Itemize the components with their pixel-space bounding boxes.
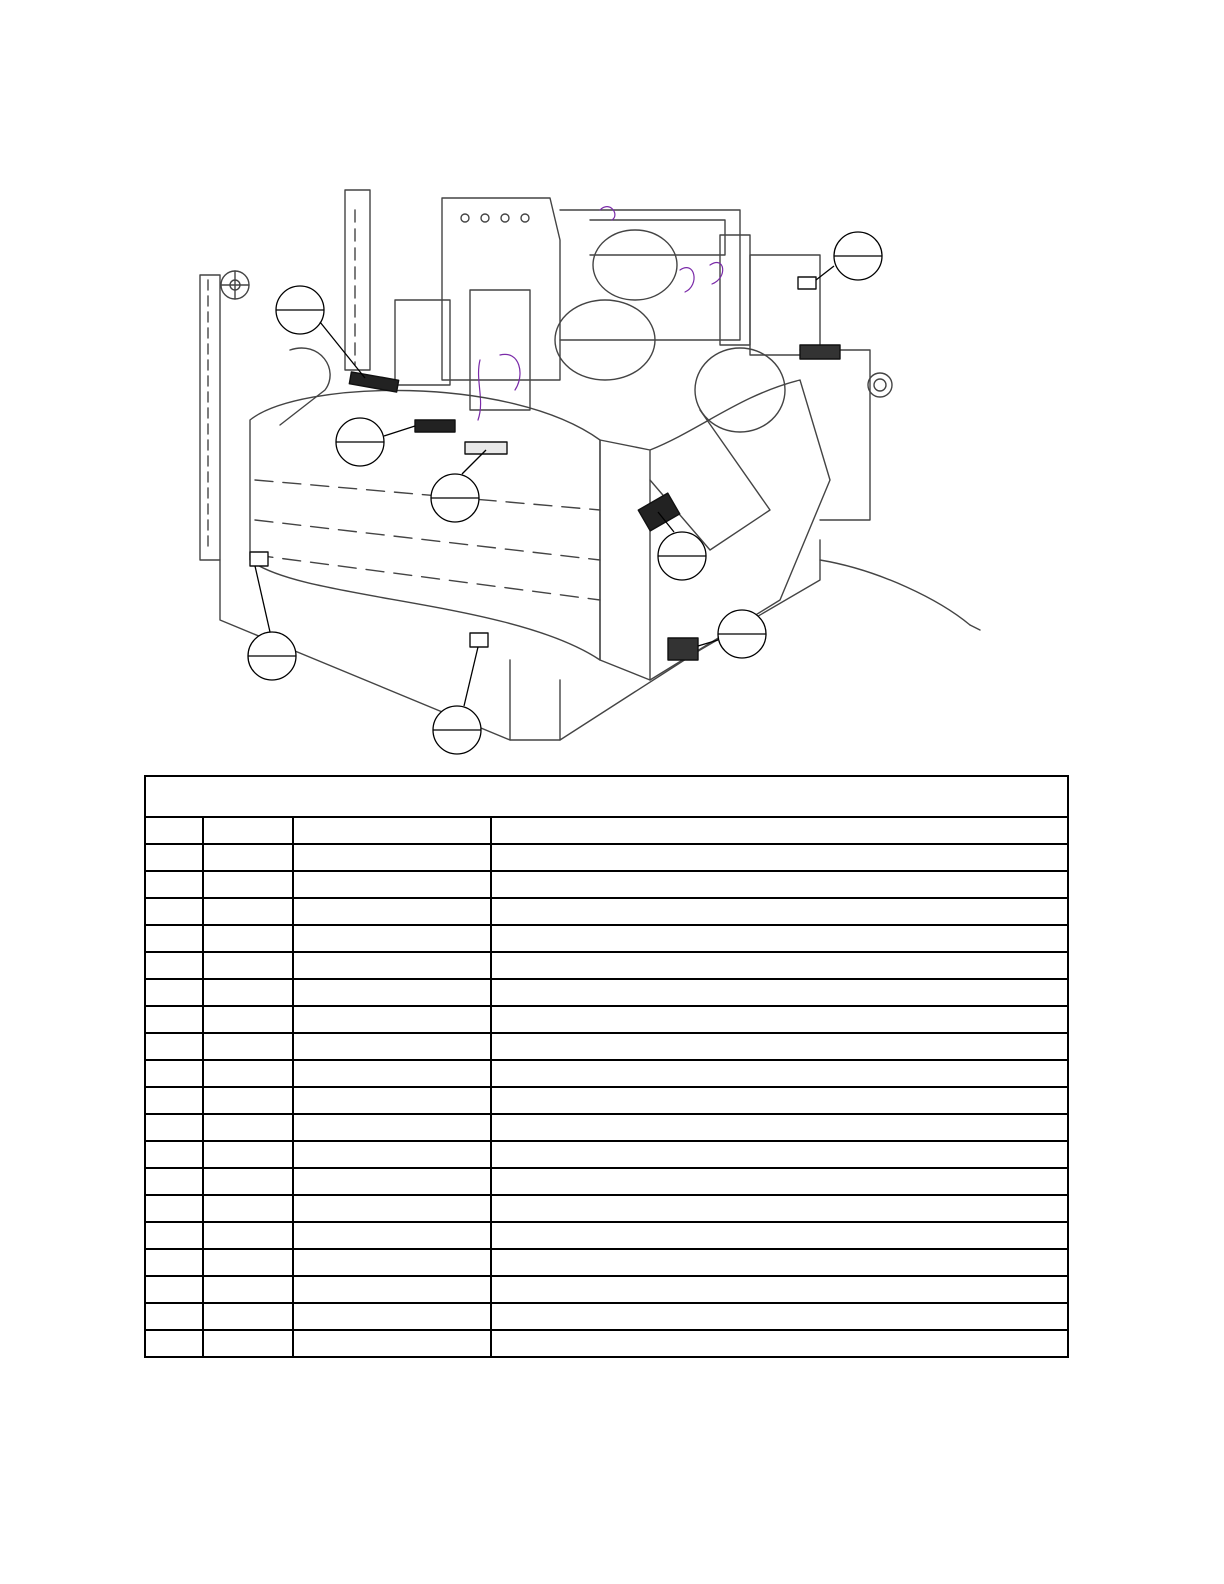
table-cell bbox=[203, 1276, 293, 1303]
table-cell bbox=[293, 979, 491, 1006]
table-cell bbox=[491, 1060, 1068, 1087]
table-cell bbox=[203, 817, 293, 844]
table-cell bbox=[145, 871, 203, 898]
table-cell bbox=[293, 1330, 491, 1357]
table-row bbox=[145, 871, 1068, 898]
table-cell bbox=[491, 979, 1068, 1006]
table-title-row bbox=[145, 776, 1068, 817]
table-row bbox=[145, 1141, 1068, 1168]
table-row bbox=[145, 1114, 1068, 1141]
table-cell bbox=[491, 1141, 1068, 1168]
table-cell bbox=[203, 1006, 293, 1033]
table-cell bbox=[203, 952, 293, 979]
table-cell bbox=[293, 1303, 491, 1330]
callout-f bbox=[698, 610, 766, 658]
table-row bbox=[145, 1195, 1068, 1222]
table-cell bbox=[203, 979, 293, 1006]
table-cell bbox=[293, 1006, 491, 1033]
table-cell bbox=[203, 844, 293, 871]
table-cell bbox=[203, 1033, 293, 1060]
table-cell bbox=[293, 1168, 491, 1195]
table-cell bbox=[145, 952, 203, 979]
table-cell bbox=[293, 817, 491, 844]
table-cell bbox=[145, 1276, 203, 1303]
main-drum bbox=[250, 348, 600, 660]
table-cell bbox=[293, 1033, 491, 1060]
left-post bbox=[200, 271, 249, 560]
table-cell bbox=[203, 1195, 293, 1222]
table-cell bbox=[293, 1141, 491, 1168]
table-cell bbox=[145, 817, 203, 844]
table-cell bbox=[145, 1060, 203, 1087]
table-cell bbox=[145, 1168, 203, 1195]
table-cell bbox=[145, 925, 203, 952]
table-cell bbox=[293, 871, 491, 898]
callout-d bbox=[816, 232, 882, 280]
table-cell bbox=[203, 1222, 293, 1249]
decal-parts-table bbox=[144, 775, 1069, 1358]
table-cell bbox=[293, 1276, 491, 1303]
table-cell bbox=[293, 844, 491, 871]
table-row bbox=[145, 1303, 1068, 1330]
table-row bbox=[145, 1276, 1068, 1303]
table-cell bbox=[491, 952, 1068, 979]
rear-upright bbox=[345, 190, 370, 370]
table-cell bbox=[491, 1276, 1068, 1303]
table-cell bbox=[203, 925, 293, 952]
table-cell bbox=[145, 1141, 203, 1168]
table-row bbox=[145, 1087, 1068, 1114]
hydraulic-hoses bbox=[478, 207, 723, 420]
callout-h bbox=[433, 647, 481, 754]
table-cell bbox=[145, 1249, 203, 1276]
table-cell bbox=[203, 1141, 293, 1168]
table-cell bbox=[203, 1303, 293, 1330]
table-cell bbox=[145, 1114, 203, 1141]
table-cell bbox=[293, 1060, 491, 1087]
table-cell bbox=[293, 1114, 491, 1141]
table-cell bbox=[145, 1195, 203, 1222]
table-cell bbox=[145, 1222, 203, 1249]
machine-decal-location-drawing bbox=[180, 180, 1010, 760]
table-cell bbox=[293, 925, 491, 952]
table-cell bbox=[293, 1087, 491, 1114]
table-cell bbox=[491, 1303, 1068, 1330]
table-cell bbox=[293, 1222, 491, 1249]
table-cell bbox=[203, 1060, 293, 1087]
table-cell bbox=[203, 871, 293, 898]
table-cell bbox=[145, 1087, 203, 1114]
table-cell bbox=[491, 898, 1068, 925]
table-cell bbox=[145, 979, 203, 1006]
table-cell bbox=[491, 1195, 1068, 1222]
callout-c bbox=[431, 450, 486, 522]
table-cell bbox=[491, 925, 1068, 952]
table-cell bbox=[491, 817, 1068, 844]
table-row bbox=[145, 844, 1068, 871]
table-cell bbox=[203, 1114, 293, 1141]
table-row bbox=[145, 952, 1068, 979]
table-cell bbox=[491, 1006, 1068, 1033]
callout-a bbox=[276, 286, 365, 378]
table-row bbox=[145, 1006, 1068, 1033]
decals bbox=[250, 277, 840, 660]
table-cell bbox=[145, 844, 203, 871]
callout-g bbox=[248, 566, 296, 680]
table-cell bbox=[491, 1249, 1068, 1276]
table-cell bbox=[491, 1222, 1068, 1249]
table-cell bbox=[145, 898, 203, 925]
table-row bbox=[145, 898, 1068, 925]
table-cell bbox=[145, 1330, 203, 1357]
table-cell bbox=[491, 1114, 1068, 1141]
table-cell bbox=[203, 1249, 293, 1276]
table-row bbox=[145, 1033, 1068, 1060]
table-row bbox=[145, 1060, 1068, 1087]
table-cell bbox=[145, 1303, 203, 1330]
callout-b bbox=[336, 418, 415, 466]
table-cell bbox=[491, 871, 1068, 898]
table-cell bbox=[203, 898, 293, 925]
table-cell bbox=[491, 1168, 1068, 1195]
table-cell bbox=[491, 1330, 1068, 1357]
table-row bbox=[145, 1168, 1068, 1195]
table-cell bbox=[491, 1033, 1068, 1060]
table-cell bbox=[203, 1087, 293, 1114]
table-cell bbox=[491, 844, 1068, 871]
engine-frame bbox=[395, 198, 820, 410]
table-row bbox=[145, 925, 1068, 952]
table-row bbox=[145, 1330, 1068, 1357]
table-cell bbox=[491, 1087, 1068, 1114]
table-cell bbox=[293, 1195, 491, 1222]
table-cell bbox=[293, 952, 491, 979]
table-row bbox=[145, 1249, 1068, 1276]
table-cell bbox=[293, 898, 491, 925]
table-cell bbox=[145, 1033, 203, 1060]
table-cell bbox=[203, 1330, 293, 1357]
table-cell bbox=[203, 1168, 293, 1195]
table-row bbox=[145, 817, 1068, 844]
table-row bbox=[145, 1222, 1068, 1249]
table-cell bbox=[145, 1006, 203, 1033]
table-row bbox=[145, 979, 1068, 1006]
table-cell bbox=[293, 1249, 491, 1276]
table-title bbox=[145, 776, 1068, 817]
